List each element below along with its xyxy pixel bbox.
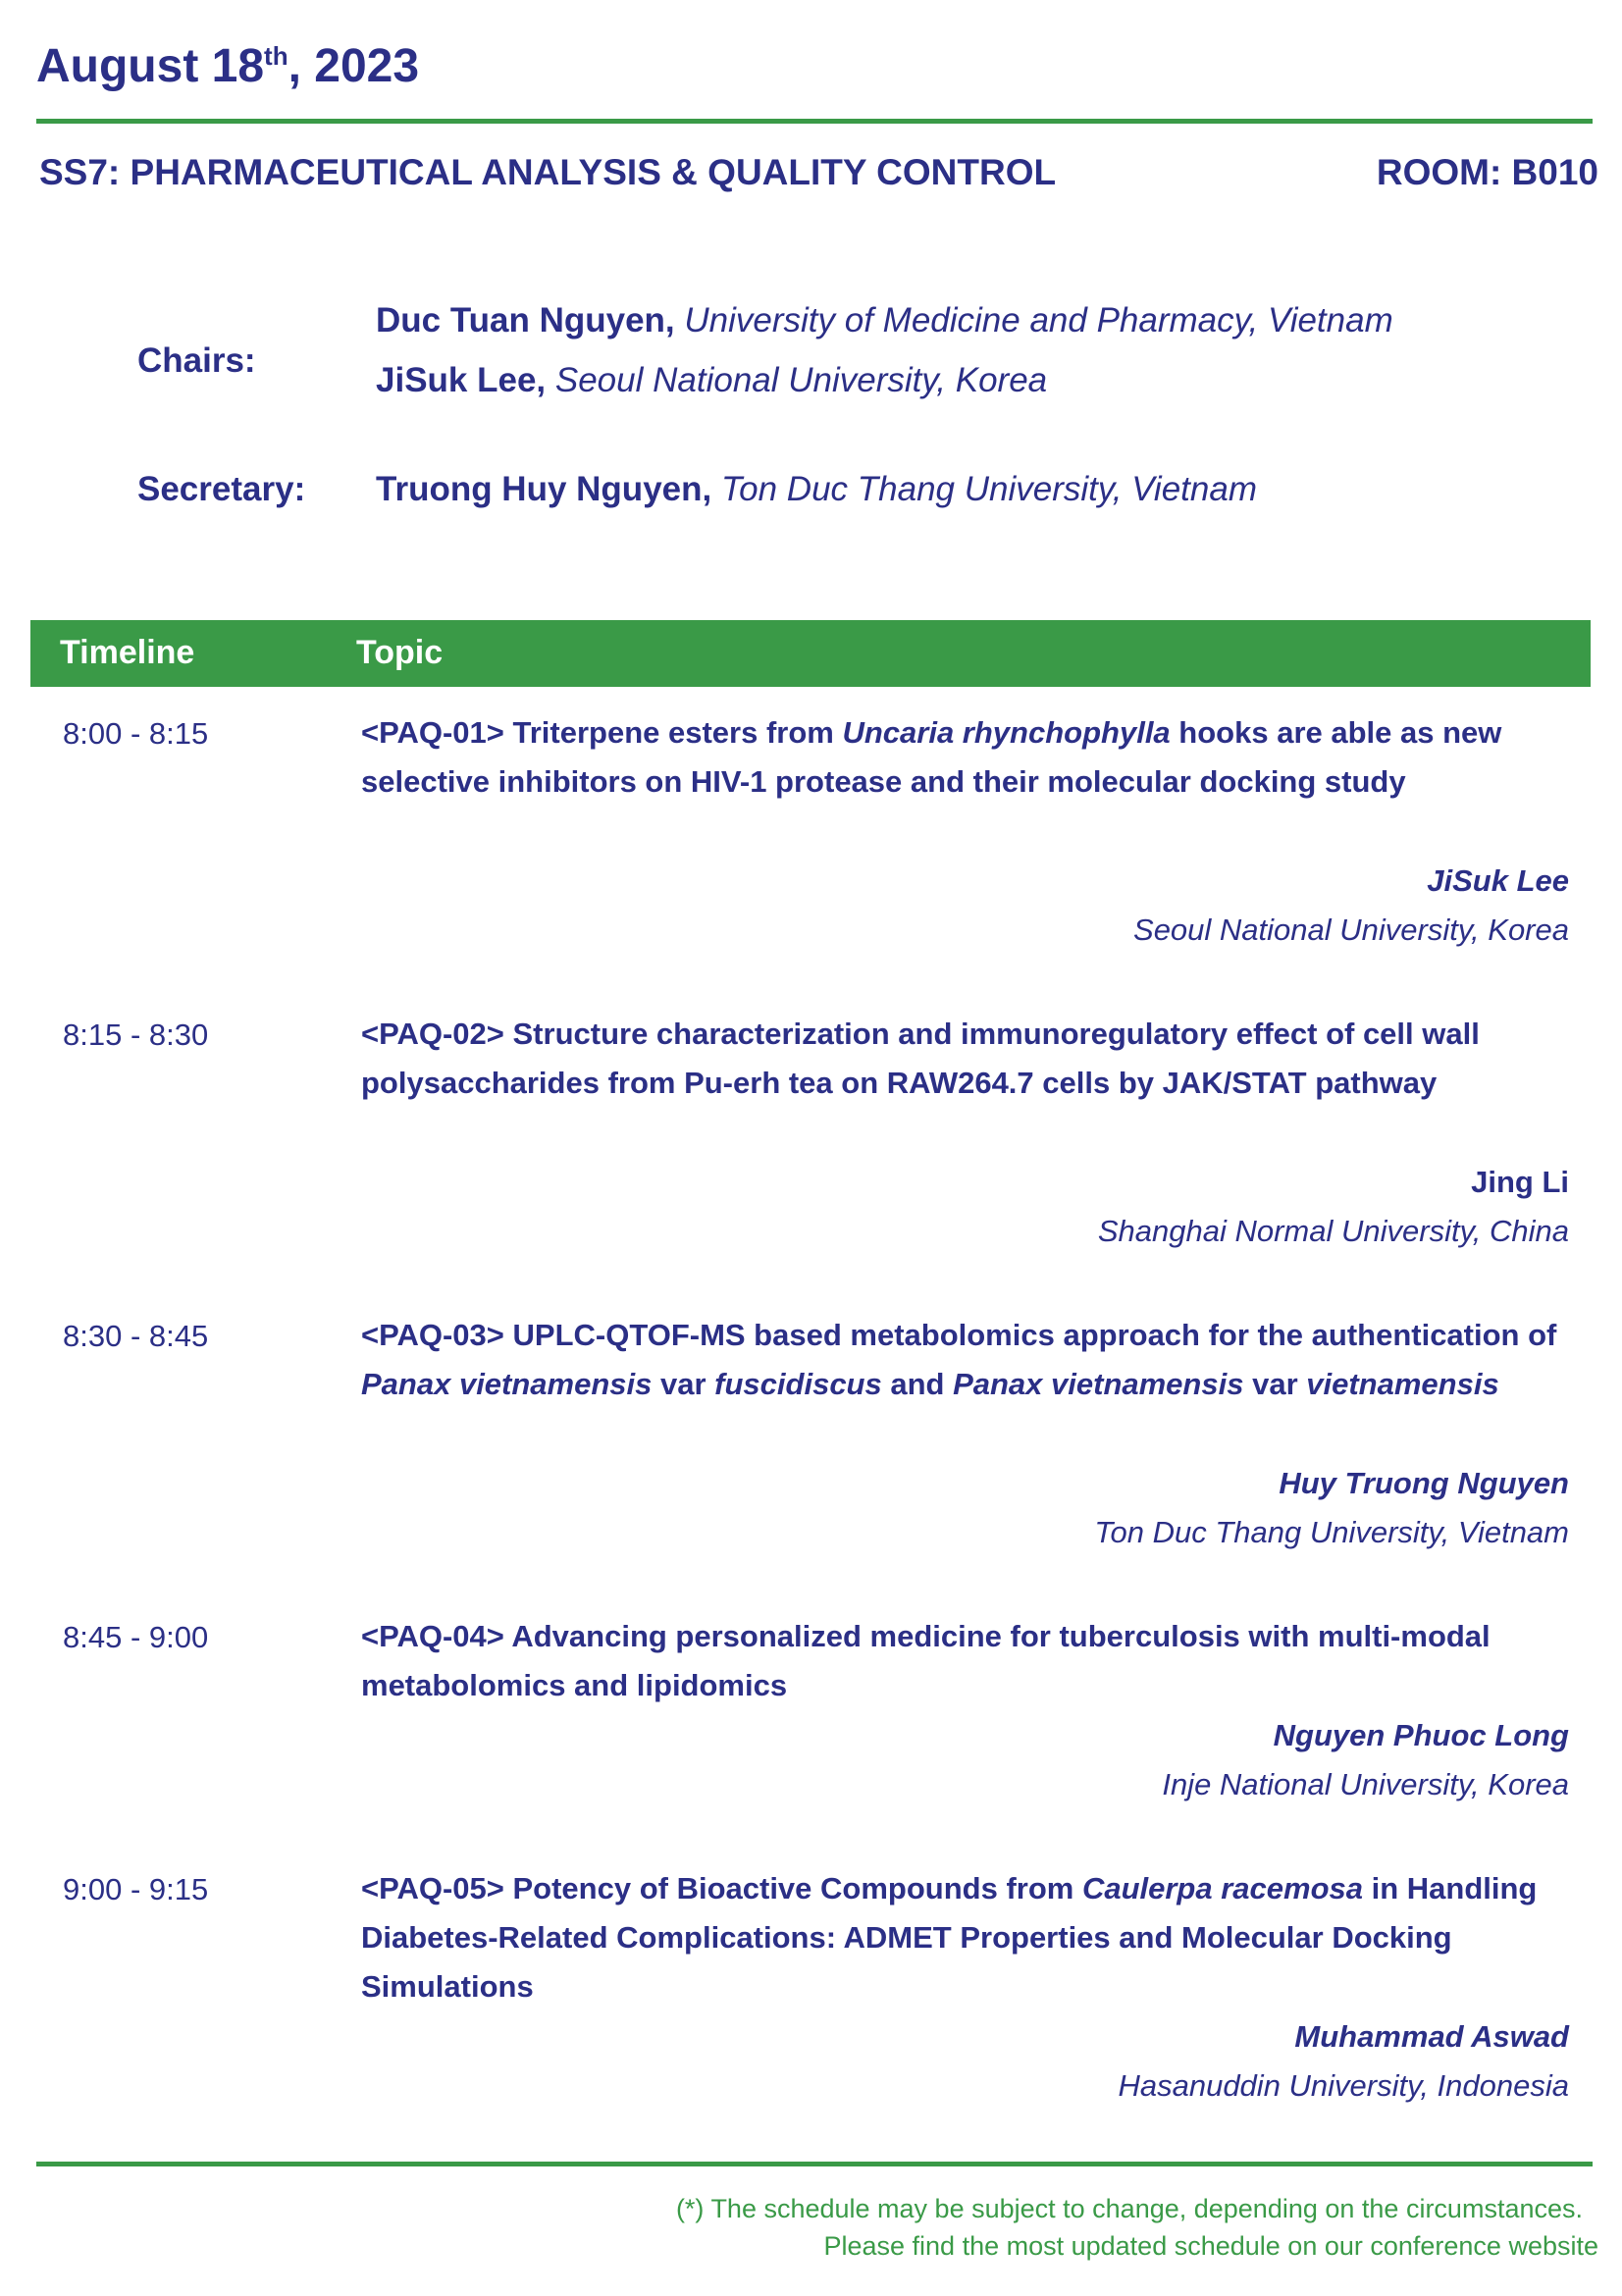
footnote-line-2: Please find the most updated schedule on our conference website	[823, 2231, 1598, 2261]
talk-5-speaker: Muhammad Aswad	[1294, 2019, 1569, 2054]
secretary-label: Secretary:	[137, 470, 306, 508]
secretary	[376, 470, 1257, 509]
talk-2-speaker: Jing Li	[1471, 1165, 1569, 1199]
talk-5-time: 9:00 - 9:15	[63, 1872, 209, 1906]
date-year: , 2023	[288, 40, 420, 92]
talk-1-speaker: JiSuk Lee	[1427, 863, 1569, 898]
chair-1-name: Duc Tuan Nguyen,	[376, 301, 675, 339]
chair-1	[376, 301, 1393, 340]
chairs-label: Chairs:	[137, 341, 256, 380]
talk-5-title: <PAQ-05> Potency of Bioactive Compounds from Caulerpa racemosa in Handling Diabetes-Related Complications: ADMET Properties and Molecular Docking Simulations	[361, 1871, 1538, 2004]
column-timeline: Timeline	[60, 634, 195, 671]
secretary-affiliation: Ton Duc Thang University, Vietnam	[720, 470, 1257, 508]
talk-3-affiliation: Ton Duc Thang University, Vietnam	[1094, 1515, 1569, 1549]
footnote-line-1: (*) The schedule may be subject to change, depending on the circumstances.	[675, 2194, 1583, 2223]
talk-4-speaker: Nguyen Phuoc Long	[1273, 1718, 1569, 1752]
date-main: August 18	[36, 40, 265, 92]
column-topic: Topic	[356, 634, 444, 671]
talk-4-affiliation: Inje National University, Korea	[1162, 1767, 1569, 1801]
talk-2-title: <PAQ-02> Structure characterization and immunoregulatory effect of cell wall polysaccharides from Pu-erh tea on RAW264.7 cells by JAK/STAT pathway	[361, 1017, 1480, 1100]
page-title	[36, 39, 419, 93]
talk-4-title: <PAQ-04> Advancing personalized medicine for tuberculosis with multi-modal metabolomics and lipidomics	[361, 1619, 1491, 1702]
talk-3-title: <PAQ-03> UPLC-QTOF-MS based metabolomics approach for the authentication of Panax vietnamensis var fuscidiscus and Panax vietnamensis var vietnamensis	[361, 1318, 1557, 1401]
chair-2-name: JiSuk Lee,	[376, 361, 547, 399]
date-suffix: th	[264, 41, 288, 71]
talk-1-affiliation: Seoul National University, Korea	[1133, 913, 1569, 947]
talk-3-time: 8:30 - 8:45	[63, 1319, 209, 1353]
secretary-name: Truong Huy Nguyen,	[376, 470, 712, 508]
chair-2	[376, 361, 1047, 400]
session-title: SS7: PHARMACEUTICAL ANALYSIS & QUALITY CONTROL	[39, 152, 1057, 192]
bottom-divider	[36, 2162, 1593, 2166]
talk-1-time: 8:00 - 8:15	[63, 716, 209, 751]
top-divider	[36, 119, 1593, 124]
room-label: ROOM: B010	[1376, 152, 1598, 192]
schedule-table-header	[30, 620, 1591, 687]
talk-1-title: <PAQ-01> Triterpene esters from Uncaria rhynchophylla hooks are able as new selective inhibitors on HIV-1 protease and their molecular docking study	[361, 715, 1502, 799]
talk-3-speaker: Huy Truong Nguyen	[1279, 1466, 1569, 1500]
talk-2-affiliation: Shanghai Normal University, China	[1097, 1214, 1569, 1248]
talk-2-time: 8:15 - 8:30	[63, 1018, 209, 1052]
chair-1-affiliation: University of Medicine and Pharmacy, Vietnam	[684, 301, 1393, 339]
talk-5-affiliation: Hasanuddin University, Indonesia	[1118, 2068, 1569, 2103]
talk-4-time: 8:45 - 9:00	[63, 1620, 209, 1654]
chair-2-affiliation: Seoul National University, Korea	[554, 361, 1048, 399]
